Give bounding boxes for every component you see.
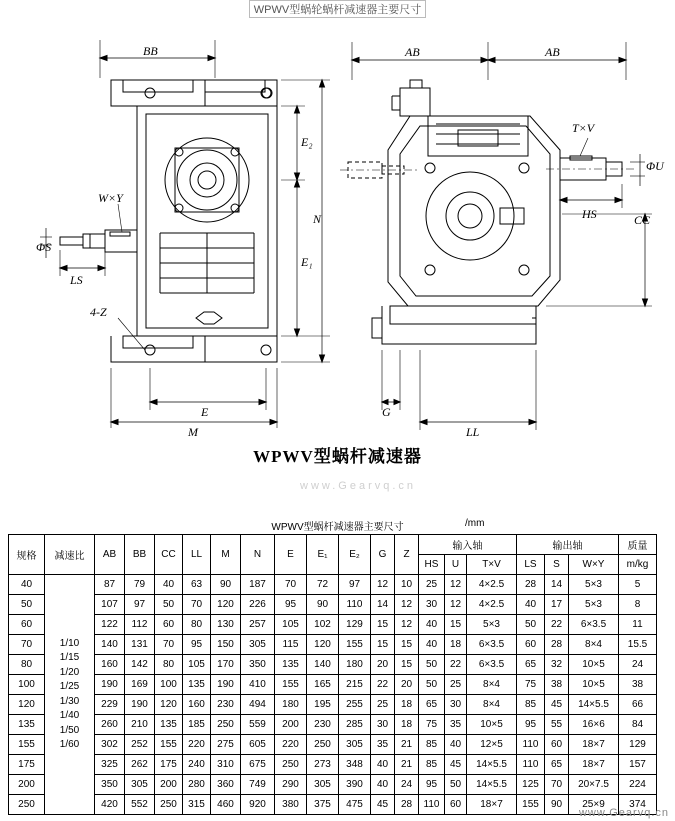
cell-n: 605 xyxy=(241,735,275,755)
cell-u: 18 xyxy=(445,635,467,655)
cell-e2: 180 xyxy=(339,655,371,675)
cell-e1: 165 xyxy=(307,675,339,695)
cell-s: 28 xyxy=(545,635,569,655)
cell-e1: 305 xyxy=(307,775,339,795)
cell-m: 190 xyxy=(211,675,241,695)
cell-ls: 125 xyxy=(517,775,545,795)
cell-e1: 140 xyxy=(307,655,339,675)
cell-cc: 100 xyxy=(155,675,183,695)
cell-ab: 190 xyxy=(95,675,125,695)
dimension-table xyxy=(8,534,657,815)
cell-z: 15 xyxy=(395,655,419,675)
cell-e1: 102 xyxy=(307,615,339,635)
cell-s: 38 xyxy=(545,675,569,695)
cell-cc: 70 xyxy=(155,635,183,655)
cell-cc: 250 xyxy=(155,795,183,815)
cell-cc: 155 xyxy=(155,735,183,755)
th-g: G xyxy=(371,535,395,575)
cell-g: 35 xyxy=(371,735,395,755)
unit-label: /mm xyxy=(465,518,485,529)
cell-wy: 6×3.5 xyxy=(569,615,619,635)
label-e: E xyxy=(201,405,209,419)
table-body xyxy=(9,575,657,815)
cell-hs: 75 xyxy=(419,715,445,735)
cell-tv: 14×5.5 xyxy=(467,755,517,775)
cell-mass: 129 xyxy=(619,735,657,755)
cell-m: 230 xyxy=(211,695,241,715)
cell-z: 12 xyxy=(395,595,419,615)
cell-bb: 169 xyxy=(125,675,155,695)
figure-title: WPWV型蜗杆减速器 xyxy=(253,447,422,466)
cell-bb: 131 xyxy=(125,635,155,655)
cell-hs: 25 xyxy=(419,575,445,595)
table-row xyxy=(9,655,657,675)
cell-e: 135 xyxy=(275,655,307,675)
cell-ll: 220 xyxy=(183,735,211,755)
th-e: E xyxy=(275,535,307,575)
label-wxy: W×Y xyxy=(98,191,123,205)
cell-ab: 350 xyxy=(95,775,125,795)
table-row xyxy=(9,595,657,615)
cell-u: 40 xyxy=(445,735,467,755)
cell-s: 70 xyxy=(545,775,569,795)
cell-wy: 10×5 xyxy=(569,655,619,675)
cell-cc: 200 xyxy=(155,775,183,795)
cell-m: 150 xyxy=(211,635,241,655)
cell-mass: 8 xyxy=(619,595,657,615)
cell-wy: 25×9 xyxy=(569,795,619,815)
cell-ll: 135 xyxy=(183,675,211,695)
cell-mass: 66 xyxy=(619,695,657,715)
cell-ls: 50 xyxy=(517,615,545,635)
label-e2: E₂ xyxy=(301,135,313,149)
cell-ab: 160 xyxy=(95,655,125,675)
cell-cc: 40 xyxy=(155,575,183,595)
th-n: N xyxy=(241,535,275,575)
cell-n: 257 xyxy=(241,615,275,635)
cell-tv: 4×2.5 xyxy=(467,595,517,615)
cell-e2: 285 xyxy=(339,715,371,735)
label-e1: E₁ xyxy=(301,255,313,269)
cell-wy: 18×7 xyxy=(569,735,619,755)
cell-hs: 85 xyxy=(419,755,445,775)
cell-e: 115 xyxy=(275,635,307,655)
cell-s: 14 xyxy=(545,575,569,595)
cell-wy: 14×5.5 xyxy=(569,695,619,715)
cell-mass: 84 xyxy=(619,715,657,735)
cell-s: 45 xyxy=(545,695,569,715)
cell-ll: 315 xyxy=(183,795,211,815)
drawing-svg xyxy=(0,18,675,438)
cell-m: 310 xyxy=(211,755,241,775)
cell-wy: 8×4 xyxy=(569,635,619,655)
cell-e: 95 xyxy=(275,595,307,615)
cell-ls: 85 xyxy=(517,695,545,715)
cell-n: 305 xyxy=(241,635,275,655)
label-txv: T×V xyxy=(572,121,595,135)
cell-ls: 75 xyxy=(517,675,545,695)
table-header-row-1 xyxy=(9,535,657,555)
cell-e1: 230 xyxy=(307,715,339,735)
cell-e: 200 xyxy=(275,715,307,735)
cell-m: 170 xyxy=(211,655,241,675)
cell-n: 350 xyxy=(241,655,275,675)
cell-mass: 224 xyxy=(619,775,657,795)
label-phiu: ΦU xyxy=(646,159,664,173)
cell-m: 460 xyxy=(211,795,241,815)
cell-n: 226 xyxy=(241,595,275,615)
watermark-center: www.Gearvq.cn xyxy=(300,480,417,492)
cell-mass: 24 xyxy=(619,655,657,675)
cell-ll: 63 xyxy=(183,575,211,595)
th-cc: CC xyxy=(155,535,183,575)
watermark: www.Gearvq.cn xyxy=(578,807,669,819)
th-m: M xyxy=(211,535,241,575)
table-row xyxy=(9,615,657,635)
cell-ll: 80 xyxy=(183,615,211,635)
th-size: 规格 xyxy=(9,535,45,575)
top-caption-text: WPWV型蜗轮蜗杆减速器主要尺寸 xyxy=(249,0,426,18)
cell-z: 12 xyxy=(395,615,419,635)
cell-m: 130 xyxy=(211,615,241,635)
cell-n: 675 xyxy=(241,755,275,775)
cell-s: 32 xyxy=(545,655,569,675)
cell-size: 200 xyxy=(9,775,45,795)
table-row xyxy=(9,715,657,735)
cell-size: 40 xyxy=(9,575,45,595)
cell-cc: 60 xyxy=(155,615,183,635)
cell-wy: 10×5 xyxy=(569,675,619,695)
th-ls: LS xyxy=(517,555,545,575)
cell-s: 60 xyxy=(545,735,569,755)
cell-size: 60 xyxy=(9,615,45,635)
label-phis: ΦS xyxy=(36,240,52,254)
cell-cc: 135 xyxy=(155,715,183,735)
cell-tv: 10×5 xyxy=(467,715,517,735)
label-cc: CC xyxy=(634,213,651,227)
cell-s: 22 xyxy=(545,615,569,635)
technical-drawing xyxy=(0,18,675,438)
cell-u: 45 xyxy=(445,755,467,775)
label-n: N xyxy=(313,212,322,226)
cell-ls: 95 xyxy=(517,715,545,735)
th-e1: E₁ xyxy=(307,535,339,575)
cell-m: 275 xyxy=(211,735,241,755)
cell-e2: 348 xyxy=(339,755,371,775)
cell-e: 380 xyxy=(275,795,307,815)
cell-e1: 72 xyxy=(307,575,339,595)
cell-hs: 110 xyxy=(419,795,445,815)
table-row xyxy=(9,775,657,795)
cell-hs: 50 xyxy=(419,675,445,695)
label-ab-left: AB xyxy=(405,45,420,59)
cell-e1: 250 xyxy=(307,735,339,755)
cell-g: 40 xyxy=(371,775,395,795)
cell-tv: 4×2.5 xyxy=(467,575,517,595)
cell-n: 559 xyxy=(241,715,275,735)
cell-size: 135 xyxy=(9,715,45,735)
th-s: S xyxy=(545,555,569,575)
cell-wy: 5×3 xyxy=(569,575,619,595)
cell-u: 12 xyxy=(445,575,467,595)
cell-g: 15 xyxy=(371,615,395,635)
table-row xyxy=(9,575,657,595)
cell-e: 180 xyxy=(275,695,307,715)
cell-z: 10 xyxy=(395,575,419,595)
cell-hs: 30 xyxy=(419,595,445,615)
cell-e2: 475 xyxy=(339,795,371,815)
cell-u: 50 xyxy=(445,775,467,795)
cell-n: 920 xyxy=(241,795,275,815)
cell-mass: 15.5 xyxy=(619,635,657,655)
cell-z: 21 xyxy=(395,755,419,775)
cell-ab: 122 xyxy=(95,615,125,635)
cell-ab: 87 xyxy=(95,575,125,595)
cell-hs: 85 xyxy=(419,735,445,755)
cell-ab: 260 xyxy=(95,715,125,735)
cell-bb: 262 xyxy=(125,755,155,775)
cell-e: 70 xyxy=(275,575,307,595)
label-ab-right: AB xyxy=(545,45,560,59)
cell-wy: 16×6 xyxy=(569,715,619,735)
cell-ab: 140 xyxy=(95,635,125,655)
cell-g: 14 xyxy=(371,595,395,615)
label-m: M xyxy=(188,425,198,438)
th-ratio: 减速比 xyxy=(45,535,95,575)
cell-wy: 5×3 xyxy=(569,595,619,615)
cell-tv: 5×3 xyxy=(467,615,517,635)
label-hs: HS xyxy=(582,207,597,221)
cell-ls: 155 xyxy=(517,795,545,815)
cell-cc: 80 xyxy=(155,655,183,675)
cell-size: 120 xyxy=(9,695,45,715)
th-hs: HS xyxy=(419,555,445,575)
cell-g: 12 xyxy=(371,575,395,595)
cell-ls: 40 xyxy=(517,595,545,615)
th-e2: E₂ xyxy=(339,535,371,575)
th-input-shaft: 输入轴 xyxy=(419,535,517,555)
cell-g: 30 xyxy=(371,715,395,735)
cell-bb: 552 xyxy=(125,795,155,815)
cell-m: 360 xyxy=(211,775,241,795)
cell-n: 187 xyxy=(241,575,275,595)
cell-ls: 65 xyxy=(517,655,545,675)
table-caption: WPWV型蜗杆减速器主要尺寸 xyxy=(271,522,404,533)
cell-mass: 374 xyxy=(619,795,657,815)
cell-size: 250 xyxy=(9,795,45,815)
cell-ls: 60 xyxy=(517,635,545,655)
cell-n: 494 xyxy=(241,695,275,715)
cell-ab: 420 xyxy=(95,795,125,815)
table-row xyxy=(9,795,657,815)
th-mass: 质量 xyxy=(619,535,657,555)
table-row xyxy=(9,675,657,695)
cell-tv: 18×7 xyxy=(467,795,517,815)
cell-e1: 195 xyxy=(307,695,339,715)
cell-g: 20 xyxy=(371,655,395,675)
cell-e1: 90 xyxy=(307,595,339,615)
cell-ab: 107 xyxy=(95,595,125,615)
cell-hs: 40 xyxy=(419,635,445,655)
cell-m: 120 xyxy=(211,595,241,615)
cell-bb: 305 xyxy=(125,775,155,795)
cell-e1: 375 xyxy=(307,795,339,815)
table-row xyxy=(9,635,657,655)
cell-tv: 8×4 xyxy=(467,675,517,695)
th-ab: AB xyxy=(95,535,125,575)
cell-ll: 240 xyxy=(183,755,211,775)
cell-z: 15 xyxy=(395,635,419,655)
cell-ll: 70 xyxy=(183,595,211,615)
label-bb: BB xyxy=(143,44,158,58)
cell-s: 55 xyxy=(545,715,569,735)
cell-bb: 210 xyxy=(125,715,155,735)
cell-m: 250 xyxy=(211,715,241,735)
cell-u: 22 xyxy=(445,655,467,675)
cell-cc: 175 xyxy=(155,755,183,775)
label-ll: LL xyxy=(466,425,480,438)
th-wy: W×Y xyxy=(569,555,619,575)
cell-size: 100 xyxy=(9,675,45,695)
cell-e2: 97 xyxy=(339,575,371,595)
cell-s: 65 xyxy=(545,755,569,775)
cell-bb: 142 xyxy=(125,655,155,675)
cell-mass: 38 xyxy=(619,675,657,695)
cell-ll: 160 xyxy=(183,695,211,715)
th-ll: LL xyxy=(183,535,211,575)
cell-g: 45 xyxy=(371,795,395,815)
th-z: Z xyxy=(395,535,419,575)
cell-e: 250 xyxy=(275,755,307,775)
cell-bb: 97 xyxy=(125,595,155,615)
cell-m: 90 xyxy=(211,575,241,595)
cell-tv: 12×5 xyxy=(467,735,517,755)
cell-e2: 155 xyxy=(339,635,371,655)
label-4z: 4-Z xyxy=(90,305,107,319)
cell-size: 70 xyxy=(9,635,45,655)
cell-cc: 120 xyxy=(155,695,183,715)
cell-e2: 255 xyxy=(339,695,371,715)
cell-z: 28 xyxy=(395,795,419,815)
cell-e: 155 xyxy=(275,675,307,695)
th-u: U xyxy=(445,555,467,575)
cell-size: 175 xyxy=(9,755,45,775)
table-row xyxy=(9,695,657,715)
th-tv: T×V xyxy=(467,555,517,575)
cell-wy: 18×7 xyxy=(569,755,619,775)
table-row xyxy=(9,755,657,775)
cell-u: 12 xyxy=(445,595,467,615)
cell-z: 21 xyxy=(395,735,419,755)
cell-z: 24 xyxy=(395,775,419,795)
cell-e: 220 xyxy=(275,735,307,755)
cell-u: 35 xyxy=(445,715,467,735)
th-output-shaft: 输出轴 xyxy=(517,535,619,555)
label-g: G xyxy=(382,405,391,419)
cell-z: 18 xyxy=(395,715,419,735)
cell-tv: 6×3.5 xyxy=(467,635,517,655)
cell-cc: 50 xyxy=(155,595,183,615)
table-row xyxy=(9,735,657,755)
cell-g: 25 xyxy=(371,695,395,715)
cell-g: 40 xyxy=(371,755,395,775)
cell-ll: 95 xyxy=(183,635,211,655)
cell-ab: 302 xyxy=(95,735,125,755)
cell-g: 22 xyxy=(371,675,395,695)
cell-e2: 305 xyxy=(339,735,371,755)
cell-e2: 110 xyxy=(339,595,371,615)
cell-n: 749 xyxy=(241,775,275,795)
cell-bb: 190 xyxy=(125,695,155,715)
cell-wy: 20×7.5 xyxy=(569,775,619,795)
cell-ab: 325 xyxy=(95,755,125,775)
cell-e1: 273 xyxy=(307,755,339,775)
cell-ls: 110 xyxy=(517,735,545,755)
cell-u: 25 xyxy=(445,675,467,695)
cell-hs: 95 xyxy=(419,775,445,795)
cell-tv: 14×5.5 xyxy=(467,775,517,795)
cell-ll: 185 xyxy=(183,715,211,735)
cell-hs: 40 xyxy=(419,615,445,635)
cell-size: 50 xyxy=(9,595,45,615)
cell-bb: 252 xyxy=(125,735,155,755)
cell-hs: 65 xyxy=(419,695,445,715)
cell-ls: 110 xyxy=(517,755,545,775)
cell-e2: 390 xyxy=(339,775,371,795)
th-mass-unit: m/kg xyxy=(619,555,657,575)
top-caption xyxy=(0,0,675,18)
cell-bb: 79 xyxy=(125,575,155,595)
cell-e1: 120 xyxy=(307,635,339,655)
cell-size: 80 xyxy=(9,655,45,675)
cell-z: 20 xyxy=(395,675,419,695)
cell-e2: 215 xyxy=(339,675,371,695)
cell-bb: 112 xyxy=(125,615,155,635)
cell-s: 90 xyxy=(545,795,569,815)
cell-u: 15 xyxy=(445,615,467,635)
cell-mass: 157 xyxy=(619,755,657,775)
cell-s: 17 xyxy=(545,595,569,615)
cell-z: 18 xyxy=(395,695,419,715)
cell-u: 60 xyxy=(445,795,467,815)
cell-tv: 6×3.5 xyxy=(467,655,517,675)
cell-g: 15 xyxy=(371,635,395,655)
cell-ll: 280 xyxy=(183,775,211,795)
cell-e: 290 xyxy=(275,775,307,795)
label-ls: LS xyxy=(70,273,83,287)
cell-hs: 50 xyxy=(419,655,445,675)
th-bb: BB xyxy=(125,535,155,575)
cell-u: 30 xyxy=(445,695,467,715)
cell-ab: 229 xyxy=(95,695,125,715)
cell-e2: 129 xyxy=(339,615,371,635)
cell-size: 155 xyxy=(9,735,45,755)
cell-ll: 105 xyxy=(183,655,211,675)
cell-e: 105 xyxy=(275,615,307,635)
cell-n: 410 xyxy=(241,675,275,695)
cell-mass: 11 xyxy=(619,615,657,635)
cell-tv: 8×4 xyxy=(467,695,517,715)
cell-ratio-group: 1/10 1/15 1/20 1/25 1/30 1/40 1/50 1/60 xyxy=(45,575,95,815)
cell-ls: 28 xyxy=(517,575,545,595)
cell-mass: 5 xyxy=(619,575,657,595)
